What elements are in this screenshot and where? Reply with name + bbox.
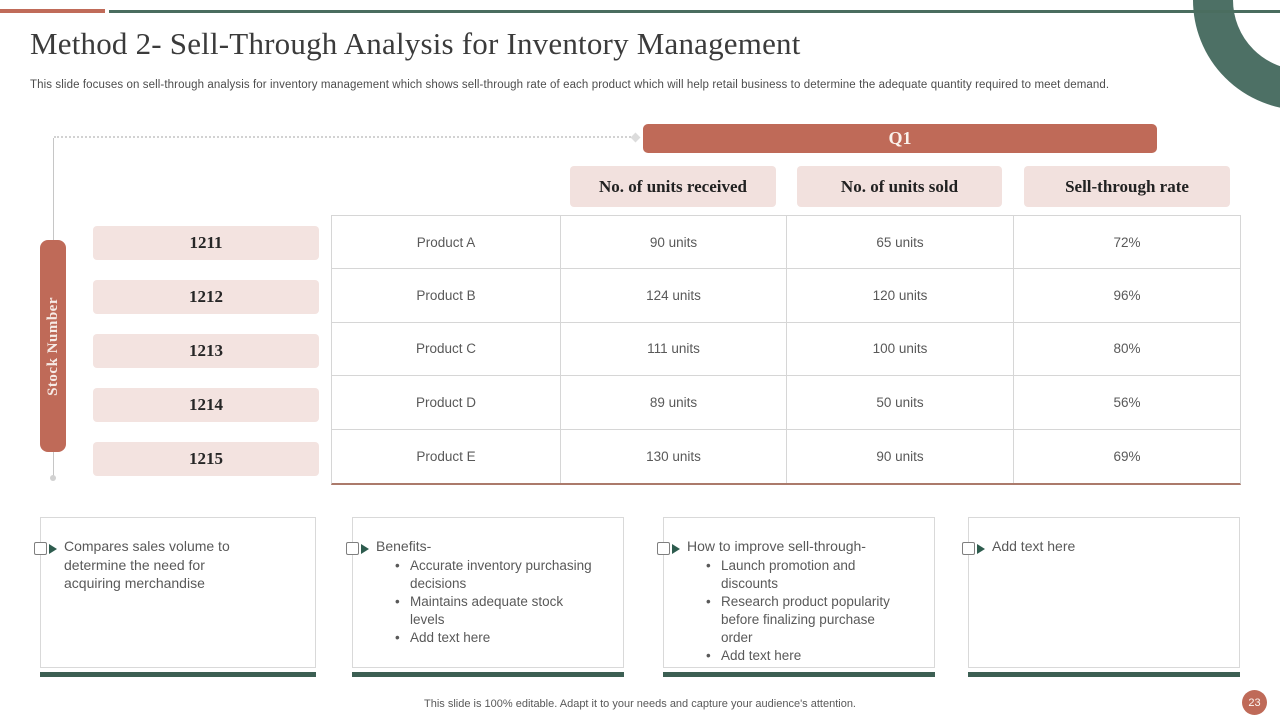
- table-cell-rate: 72%: [1014, 216, 1240, 269]
- table-cell-received: 90 units: [561, 216, 787, 269]
- page-subtitle: This slide focuses on sell-through analysis for inventory management which shows sell-through rate of each product which will help retail business to determine the adequate quantity required to meet demand.: [30, 79, 1110, 91]
- table-cell-sold: 90 units: [787, 430, 1014, 483]
- table-cell-product: Product A: [332, 216, 561, 269]
- corner-ring-decoration: [1193, 0, 1280, 110]
- page-number-badge: 23: [1242, 690, 1267, 715]
- table-cell-rate: 56%: [1014, 376, 1240, 429]
- note-underline-bar: [352, 672, 624, 677]
- note-box-benefits: [352, 517, 624, 668]
- table-cell-rate: 80%: [1014, 323, 1240, 376]
- square-arrow-icon: [34, 542, 57, 555]
- note-bullet-list: [353, 557, 623, 647]
- note-bullet: • Add text here: [706, 647, 897, 665]
- axis-connector-line-bottom: [53, 452, 54, 476]
- column-header-units-received: No. of units received: [570, 166, 776, 207]
- stock-number-axis-label: Stock Number: [44, 296, 61, 396]
- stock-number-box: 1213: [93, 334, 319, 368]
- table-cell-received: 89 units: [561, 376, 787, 429]
- square-arrow-icon: [657, 542, 680, 555]
- table-cell-product: Product C: [332, 323, 561, 376]
- column-header-units-sold: No. of units sold: [797, 166, 1002, 207]
- table-cell-rate: 69%: [1113, 448, 1141, 464]
- stock-number-box: 1211: [93, 226, 319, 260]
- square-arrow-icon: [346, 542, 369, 555]
- note-bullet: • Maintains adequate stock levels: [395, 593, 600, 629]
- table-cell-sold: 100 units: [787, 323, 1014, 376]
- table-cell-received: 124 units: [561, 269, 787, 322]
- note-heading: How to improve sell-through-: [687, 538, 866, 554]
- stock-number-box: 1214: [93, 388, 319, 422]
- table-cell-product: Product B: [332, 269, 561, 322]
- table-cell-sold: 120 units: [787, 269, 1014, 322]
- stock-number-box: 1215: [93, 442, 319, 476]
- page-title: Method 2- Sell-Through Analysis for Inventory Management: [30, 26, 801, 61]
- note-bullet: • Launch promotion and discounts: [706, 557, 897, 593]
- stock-number-box: 1212: [93, 280, 319, 314]
- connector-diamond-dot: [631, 133, 641, 143]
- column-header-sell-through-rate: Sell-through rate: [1024, 166, 1230, 207]
- table-cell-sold: 65 units: [787, 216, 1014, 269]
- table-cell-product: Product E: [332, 430, 561, 483]
- top-accent-green-line: [109, 10, 1280, 13]
- table-cell-product: Product D: [332, 376, 561, 429]
- note-box-add-text: [968, 517, 1240, 668]
- note-box-compares-sales: [40, 517, 316, 668]
- quarter-header-bar: Q1: [643, 124, 1157, 153]
- axis-connector-line-top: [53, 138, 54, 240]
- table-cell-received: 111 units: [561, 323, 787, 376]
- note-heading: Benefits-: [376, 538, 432, 554]
- note-box-improve-sell-through: [663, 517, 935, 668]
- connector-end-dot: [50, 475, 56, 481]
- table-cell-received: 130 units: [561, 430, 787, 483]
- note-underline-bar: [968, 672, 1240, 677]
- note-underline-bar: [40, 672, 316, 677]
- note-bullet: • Accurate inventory purchasing decisions: [395, 557, 600, 593]
- table-cell-sold: 50 units: [787, 376, 1014, 429]
- note-bullet: • Research product popularity before finalizing purchase order: [706, 593, 897, 647]
- square-arrow-icon: [962, 542, 985, 555]
- note-bullet-list: [664, 557, 934, 665]
- note-heading: Compares sales volume to determine the need for acquiring merchandise: [64, 538, 230, 591]
- note-underline-bar: [663, 672, 935, 677]
- footer-editable-note: This slide is 100% editable. Adapt it to your needs and capture your audience's attention.: [424, 698, 856, 710]
- quarter-connector-dotted-line: [54, 136, 631, 138]
- note-bullet: • Add text here: [395, 629, 600, 647]
- top-accent-salmon-line: [0, 9, 105, 13]
- note-heading: Add text here: [992, 538, 1076, 554]
- stock-number-axis-pill: [40, 240, 66, 452]
- table-cell-rate: 96%: [1014, 269, 1240, 322]
- sell-through-table: [331, 215, 1241, 485]
